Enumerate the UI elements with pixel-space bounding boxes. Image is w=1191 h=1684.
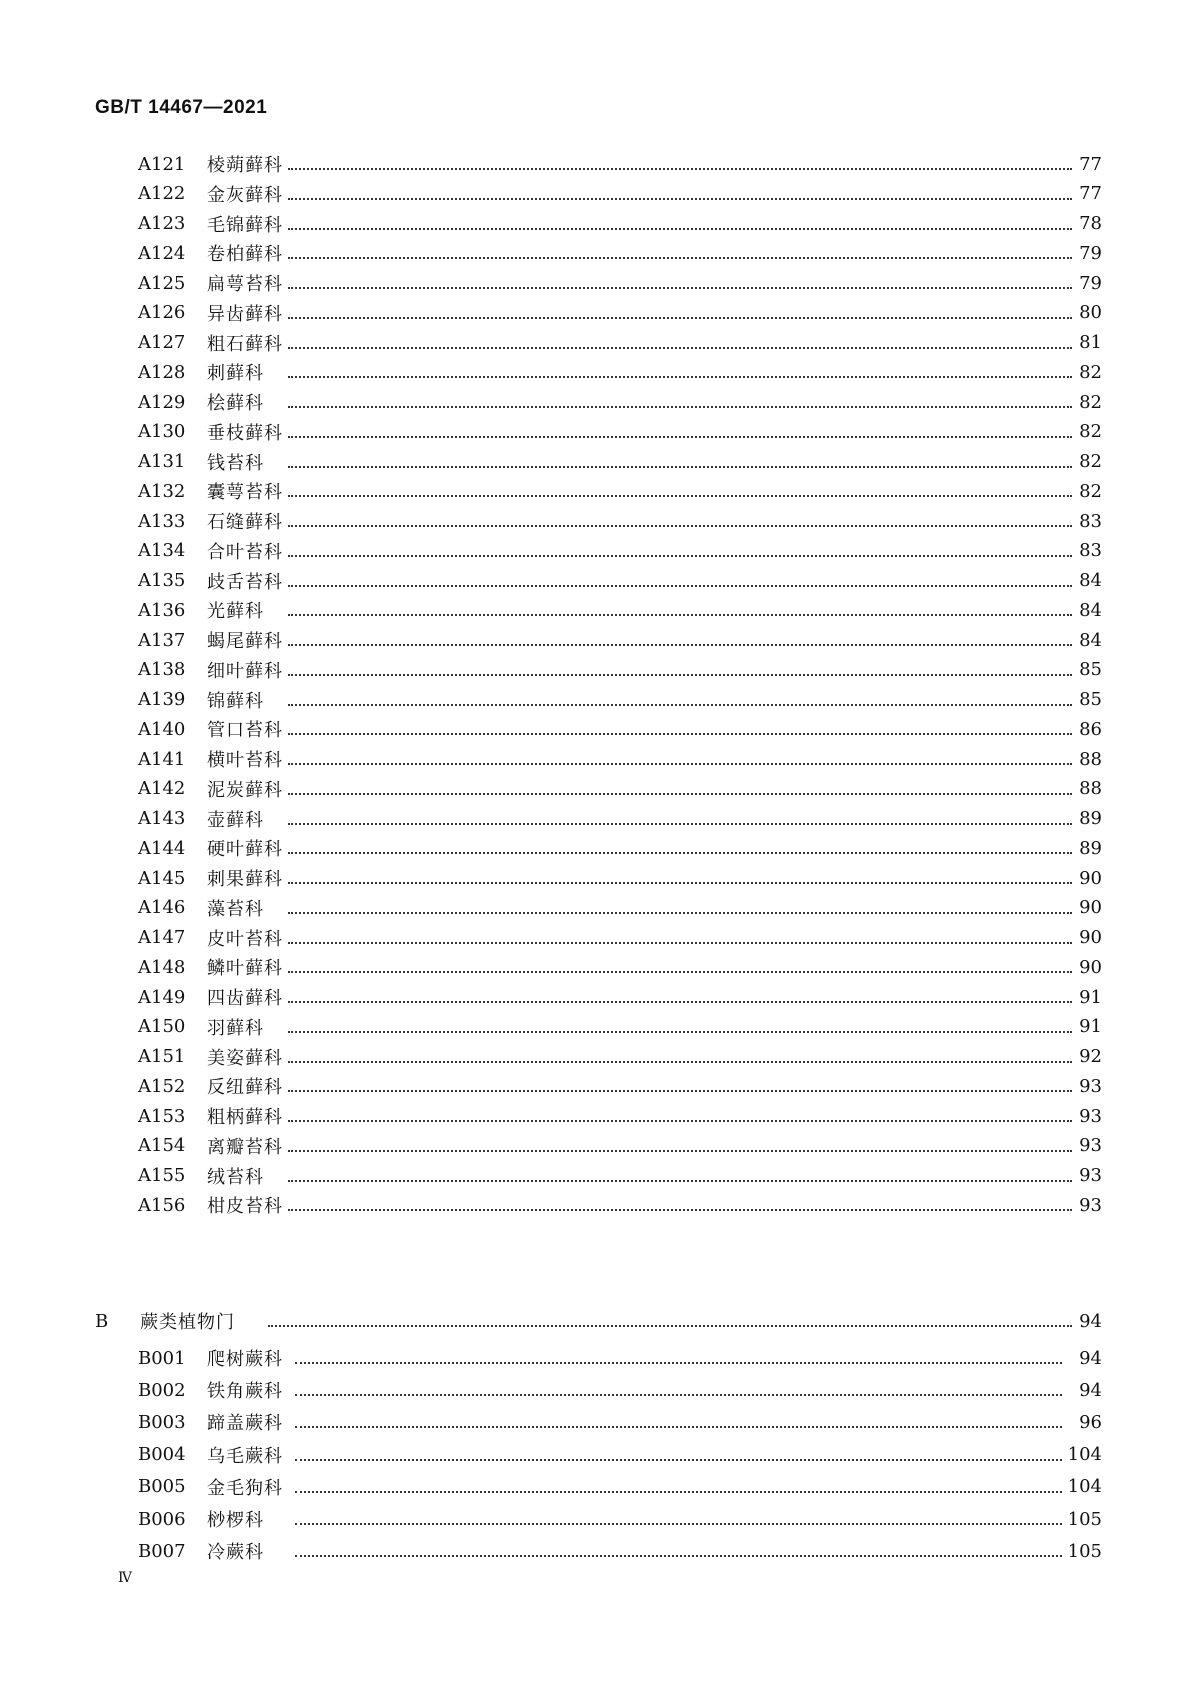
entry-page: 82	[1079, 421, 1102, 443]
entry-page: 79	[1079, 272, 1102, 294]
toc-entry[interactable]	[0, 446, 1191, 478]
entry-page: 82	[1079, 361, 1102, 383]
entry-page: 93	[1079, 1165, 1102, 1186]
entry-title: 桫椤科	[207, 1506, 268, 1532]
section-code: B	[95, 1310, 109, 1332]
entry-page: 96	[1079, 1411, 1102, 1433]
dot-leader	[288, 942, 1072, 944]
dot-leader	[288, 644, 1072, 646]
entry-page: 79	[1079, 242, 1102, 264]
entry-code: B002	[138, 1379, 186, 1401]
entry-title: 垂枝藓科	[207, 419, 287, 445]
dot-leader	[295, 1362, 1062, 1364]
toc-entry[interactable]	[0, 386, 1191, 418]
toc-entry[interactable]	[0, 1070, 1191, 1102]
entry-code: B003	[138, 1411, 186, 1433]
dot-leader	[295, 1491, 1062, 1493]
dot-leader	[288, 614, 1072, 616]
entry-code: A141	[138, 748, 186, 770]
dot-leader	[288, 406, 1072, 408]
entry-code: B007	[138, 1540, 186, 1562]
dot-leader	[288, 436, 1072, 438]
entry-title: 铁角蕨科	[207, 1377, 287, 1403]
toc-entry[interactable]	[0, 237, 1191, 269]
entry-title: 壶藓科	[207, 806, 268, 832]
entry-title: 柑皮苔科	[207, 1192, 287, 1218]
dot-leader	[288, 317, 1072, 319]
dot-leader	[288, 168, 1072, 170]
dot-leader	[288, 376, 1072, 378]
entry-title: 爬树蕨科	[207, 1345, 287, 1371]
entry-page: 92	[1079, 1046, 1102, 1067]
dot-leader	[288, 1090, 1072, 1092]
entry-code: A133	[138, 510, 186, 532]
dot-leader	[288, 912, 1072, 914]
dot-leader	[288, 257, 1072, 259]
dot-leader	[288, 198, 1072, 200]
entry-page: 91	[1079, 986, 1102, 1008]
entry-title: 细叶藓科	[207, 657, 287, 683]
entry-page: 94	[1079, 1347, 1102, 1369]
entry-title: 囊萼苔科	[207, 478, 287, 504]
section-title: 蕨类植物门	[140, 1308, 239, 1334]
dot-leader	[288, 852, 1072, 854]
toc-entry[interactable]	[0, 475, 1191, 507]
entry-code: B005	[138, 1476, 186, 1498]
toc-entry[interactable]	[0, 1503, 1191, 1535]
dot-leader	[295, 1555, 1062, 1557]
entry-page: 88	[1079, 748, 1102, 770]
dot-leader	[288, 793, 1072, 795]
entry-page: 82	[1079, 480, 1102, 502]
toc-entry[interactable]	[0, 1130, 1191, 1162]
entry-page: 93	[1079, 1194, 1102, 1216]
dot-leader	[288, 525, 1072, 527]
entry-title: 锦藓科	[207, 687, 268, 713]
toc-entry[interactable]	[0, 1439, 1191, 1471]
toc-entry[interactable]	[0, 356, 1191, 388]
entry-title: 蹄盖蕨科	[207, 1409, 287, 1435]
entry-page: 90	[1079, 956, 1102, 978]
entry-page: 83	[1079, 540, 1102, 562]
entry-code: A148	[138, 956, 186, 978]
entry-code: A150	[138, 1016, 186, 1038]
entry-title: 蝎尾藓科	[207, 627, 287, 653]
entry-code: A125	[138, 272, 186, 294]
entry-title: 皮叶苔科	[207, 925, 287, 951]
entry-page: 90	[1079, 867, 1102, 889]
entry-code: A151	[138, 1046, 186, 1067]
entry-code: A124	[138, 242, 186, 264]
entry-code: A132	[138, 480, 186, 502]
entry-title: 粗石藓科	[207, 330, 287, 356]
toc-entry[interactable]	[0, 684, 1191, 716]
entry-code: A155	[138, 1165, 186, 1186]
entry-page: 90	[1079, 927, 1102, 948]
entry-page: 84	[1079, 570, 1102, 591]
entry-page: 105	[1067, 1540, 1102, 1562]
entry-title: 刺果藓科	[207, 865, 287, 891]
entry-code: A136	[138, 599, 186, 621]
entry-page: 77	[1079, 153, 1102, 175]
section-page: 94	[1079, 1310, 1102, 1332]
entry-title: 异齿藓科	[207, 300, 287, 326]
entry-code: A144	[138, 837, 186, 859]
entry-code: A153	[138, 1105, 186, 1127]
dot-leader	[295, 1394, 1062, 1396]
entry-title: 光藓科	[207, 597, 268, 623]
toc-entry[interactable]	[0, 267, 1191, 299]
entry-title: 绒苔科	[207, 1163, 268, 1189]
dot-leader	[288, 1061, 1072, 1063]
entry-code: A129	[138, 391, 186, 413]
entry-page: 83	[1079, 510, 1102, 532]
toc-entry[interactable]	[0, 922, 1191, 954]
toc-entry[interactable]	[0, 1374, 1191, 1406]
toc-entry[interactable]	[0, 654, 1191, 686]
toc-entry[interactable]	[0, 951, 1191, 983]
dot-leader	[295, 1426, 1062, 1428]
entry-title: 四齿藓科	[207, 984, 287, 1010]
entry-page: 77	[1079, 183, 1102, 205]
entry-code: A139	[138, 689, 186, 710]
entry-code: A147	[138, 927, 186, 948]
entry-page: 85	[1079, 659, 1102, 681]
entry-title: 美姿藓科	[207, 1044, 287, 1070]
dot-leader	[288, 466, 1072, 468]
entry-code: A156	[138, 1194, 186, 1216]
entry-code: A131	[138, 451, 186, 472]
entry-page: 81	[1079, 332, 1102, 353]
toc-entry[interactable]	[0, 1100, 1191, 1132]
dot-leader	[288, 1180, 1072, 1182]
entry-title: 卷柏藓科	[207, 240, 287, 266]
entry-code: B001	[138, 1347, 186, 1369]
entry-code: A134	[138, 540, 186, 562]
entry-code: A140	[138, 718, 186, 740]
entry-title: 羽藓科	[207, 1014, 268, 1040]
toc-entry[interactable]	[0, 713, 1191, 745]
entry-title: 鳞叶藓科	[207, 954, 287, 980]
entry-title: 管口苔科	[207, 716, 287, 742]
dot-leader	[288, 704, 1072, 706]
entry-page: 86	[1079, 718, 1102, 740]
entry-page: 104	[1067, 1444, 1102, 1466]
entry-code: A122	[138, 183, 186, 205]
entry-title: 冷蕨科	[207, 1538, 268, 1564]
entry-code: A138	[138, 659, 186, 681]
entry-code: B006	[138, 1508, 186, 1530]
entry-code: A121	[138, 153, 186, 175]
entry-code: A128	[138, 361, 186, 383]
toc-entry[interactable]	[0, 178, 1191, 210]
entry-title: 金毛狗科	[207, 1474, 287, 1500]
entry-page: 105	[1067, 1508, 1102, 1530]
dot-leader	[288, 674, 1072, 676]
toc-section-heading[interactable]	[0, 1305, 1191, 1337]
toc-entry[interactable]	[0, 297, 1191, 329]
entry-page: 94	[1079, 1379, 1102, 1401]
dot-leader	[288, 1120, 1072, 1122]
entry-code: A135	[138, 570, 186, 591]
entry-title: 金灰藓科	[207, 181, 287, 207]
toc-entry[interactable]	[0, 327, 1191, 359]
entry-page: 78	[1079, 213, 1102, 234]
toc-entry[interactable]	[0, 803, 1191, 835]
entry-title: 乌毛蕨科	[207, 1442, 287, 1468]
dot-leader	[288, 1001, 1072, 1003]
dot-leader	[295, 1459, 1062, 1461]
entry-title: 藻苔科	[207, 895, 268, 921]
standard-number: GB/T 14467—2021	[95, 97, 268, 118]
toc-entry[interactable]	[0, 148, 1191, 180]
toc-entry[interactable]	[0, 1160, 1191, 1192]
entry-code: A146	[138, 897, 186, 919]
entry-page: 82	[1079, 451, 1102, 472]
entry-code: A126	[138, 302, 186, 324]
dot-leader	[295, 1523, 1062, 1525]
dot-leader	[288, 882, 1072, 884]
entry-code: A142	[138, 778, 186, 800]
toc-entry[interactable]	[0, 773, 1191, 805]
entry-title: 泥炭藓科	[207, 776, 287, 802]
dot-leader	[288, 495, 1072, 497]
toc-entry[interactable]	[0, 862, 1191, 894]
toc-entry[interactable]	[0, 1342, 1191, 1374]
entry-code: A137	[138, 629, 186, 651]
dot-leader	[288, 228, 1072, 230]
dot-leader	[288, 287, 1072, 289]
entry-title: 石缝藓科	[207, 508, 287, 534]
entry-page: 88	[1079, 778, 1102, 800]
entry-page: 104	[1067, 1476, 1102, 1498]
entry-title: 横叶苔科	[207, 746, 287, 772]
entry-title: 粗柄藓科	[207, 1103, 287, 1129]
entry-page: 84	[1079, 629, 1102, 651]
dot-leader	[288, 971, 1072, 973]
entry-page: 93	[1079, 1105, 1102, 1127]
toc-entry[interactable]	[0, 624, 1191, 656]
toc-entry[interactable]	[0, 505, 1191, 537]
page-number-footer: Ⅳ	[118, 1570, 132, 1586]
entry-title: 歧舌苔科	[207, 568, 287, 594]
dot-leader	[288, 1209, 1072, 1211]
entry-page: 84	[1079, 599, 1102, 621]
entry-page: 89	[1079, 808, 1102, 829]
entry-title: 扁萼苔科	[207, 270, 287, 296]
toc-entry[interactable]	[0, 1011, 1191, 1043]
entry-page: 90	[1079, 897, 1102, 919]
dot-leader	[288, 347, 1072, 349]
entry-code: A143	[138, 808, 186, 829]
dot-leader	[288, 555, 1072, 557]
toc-entry[interactable]	[0, 1406, 1191, 1438]
entry-code: B004	[138, 1444, 186, 1466]
toc-entry[interactable]	[0, 1535, 1191, 1567]
dot-leader	[288, 1031, 1072, 1033]
entry-code: A149	[138, 986, 186, 1008]
entry-title: 硬叶藓科	[207, 835, 287, 861]
entry-page: 80	[1079, 302, 1102, 324]
entry-title: 棱蒴藓科	[207, 151, 287, 177]
toc-entry[interactable]	[0, 416, 1191, 448]
entry-code: A127	[138, 332, 186, 353]
toc-entry[interactable]	[0, 1041, 1191, 1073]
dot-leader	[288, 1150, 1072, 1152]
toc-entry[interactable]	[0, 535, 1191, 567]
dot-leader	[288, 733, 1072, 735]
toc-entry[interactable]	[0, 743, 1191, 775]
entry-page: 91	[1079, 1016, 1102, 1038]
entry-title: 刺藓科	[207, 359, 268, 385]
entry-code: A154	[138, 1135, 186, 1157]
entry-page: 85	[1079, 689, 1102, 710]
toc-entry[interactable]	[0, 1471, 1191, 1503]
entry-page: 89	[1079, 837, 1102, 859]
entry-code: A123	[138, 213, 186, 234]
entry-title: 钱苔科	[207, 449, 268, 475]
toc-entry[interactable]	[0, 892, 1191, 924]
toc-entry[interactable]	[0, 1189, 1191, 1221]
entry-code: A145	[138, 867, 186, 889]
toc-entry[interactable]	[0, 594, 1191, 626]
entry-page: 93	[1079, 1135, 1102, 1157]
entry-title: 毛锦藓科	[207, 211, 287, 237]
toc-entry[interactable]	[0, 208, 1191, 240]
toc-entry[interactable]	[0, 832, 1191, 864]
entry-page: 82	[1079, 391, 1102, 413]
dot-leader	[288, 763, 1072, 765]
dot-leader	[268, 1325, 1072, 1327]
toc-entry[interactable]	[0, 565, 1191, 597]
dot-leader	[288, 823, 1072, 825]
entry-code: A152	[138, 1075, 186, 1097]
dot-leader	[288, 585, 1072, 587]
entry-title: 合叶苔科	[207, 538, 287, 564]
toc-entry[interactable]	[0, 981, 1191, 1013]
entry-title: 离瓣苔科	[207, 1133, 287, 1159]
entry-title: 桧藓科	[207, 389, 268, 415]
entry-page: 93	[1079, 1075, 1102, 1097]
entry-code: A130	[138, 421, 186, 443]
entry-title: 反纽藓科	[207, 1073, 287, 1099]
